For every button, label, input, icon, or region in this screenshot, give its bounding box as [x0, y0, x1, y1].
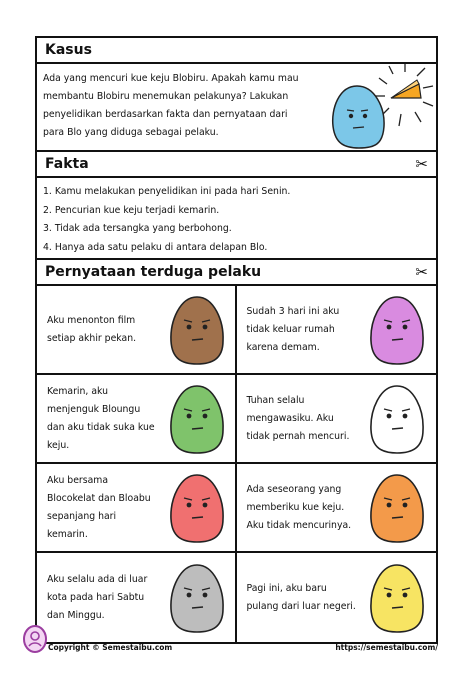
scissors-icon: ✂: [415, 262, 428, 281]
suspect-statement: Aku menonton film setiap akhir pekan.: [47, 314, 137, 344]
suspect-statement: Aku selalu ada di luar kota pada hari Sabtu dan Minggu.: [47, 573, 148, 621]
blobiru-body: [333, 86, 384, 148]
suspect-statement: Sudah 3 hari ini aku tidak keluar rumah karena demam.: [246, 305, 340, 353]
blob-icon: [359, 471, 437, 545]
blob-icon: [359, 561, 437, 635]
kasus-text: Ada yang mencuri kue keju Blobiru. Apakah kamu mau membantu Blobiru menemukan pelakunya? Lakukan penyelidikan berdasarkan fakta dan pernyataan dari para Blo yang diduga sebagai pelaku.: [43, 73, 299, 138]
suspect-statement: Tuhan selalu mengawasiku. Aku tidak pernah mencuri.: [246, 394, 350, 442]
kasus-section: [37, 64, 436, 150]
suspect-card: [237, 286, 437, 375]
blobiru-illustration: [309, 64, 436, 150]
copyright-text: Copyright © Semestaibu.com: [48, 643, 173, 652]
blob-icon: [159, 471, 235, 545]
fakta-list: [37, 178, 436, 258]
suspects-title: Pernyataan terduga pelaku: [45, 264, 262, 280]
fakta-item: 1. Kamu melakukan penyelidikan ini pada hari Senin.: [43, 186, 291, 197]
suspect-card: [37, 553, 237, 642]
suspect-card: [37, 286, 237, 375]
blob-icon: [359, 293, 437, 367]
worksheet: [35, 36, 438, 644]
suspect-card: [237, 375, 437, 464]
blobiru-cheese-illustration: [309, 64, 436, 150]
kasus-title: Kasus: [45, 42, 92, 58]
scissors-icon: ✂: [415, 154, 428, 173]
suspect-card: [237, 553, 437, 642]
suspect-statement: Ada seseorang yang memberiku kue keju. Aku tidak mencurinya.: [246, 483, 352, 531]
fakta-header: [37, 150, 436, 178]
suspect-grid: [37, 286, 436, 642]
suspect-statement: Aku bersama Blocokelat dan Bloabu sepanjang hari kemarin.: [47, 474, 151, 540]
fakta-item: 2. Pencurian kue keju terjadi kemarin.: [43, 204, 220, 216]
blob-icon: [359, 382, 437, 456]
footer: [0, 640, 474, 656]
blob-icon: [159, 382, 235, 456]
fakta-title: Fakta: [45, 156, 89, 172]
suspect-statement: Pagi ini, aku baru pulang dari luar negeri.: [246, 582, 356, 612]
kasus-header: [37, 38, 436, 64]
blob-icon: [159, 293, 235, 367]
suspect-card: [37, 464, 237, 553]
suspects-header: [37, 258, 436, 286]
fakta-item: 3. Tidak ada tersangka yang berbohong.: [43, 223, 232, 234]
website-link[interactable]: https://semestaibu.com/: [335, 643, 438, 652]
blob-icon: [159, 561, 235, 635]
fakta-item: 4. Hanya ada satu pelaku di antara delapan Blo.: [43, 241, 268, 253]
suspect-statement: Kemarin, aku menjenguk Bloungu dan aku tidak suka kue keju.: [47, 385, 155, 451]
suspect-card: [237, 464, 437, 553]
suspect-card: [37, 375, 237, 464]
